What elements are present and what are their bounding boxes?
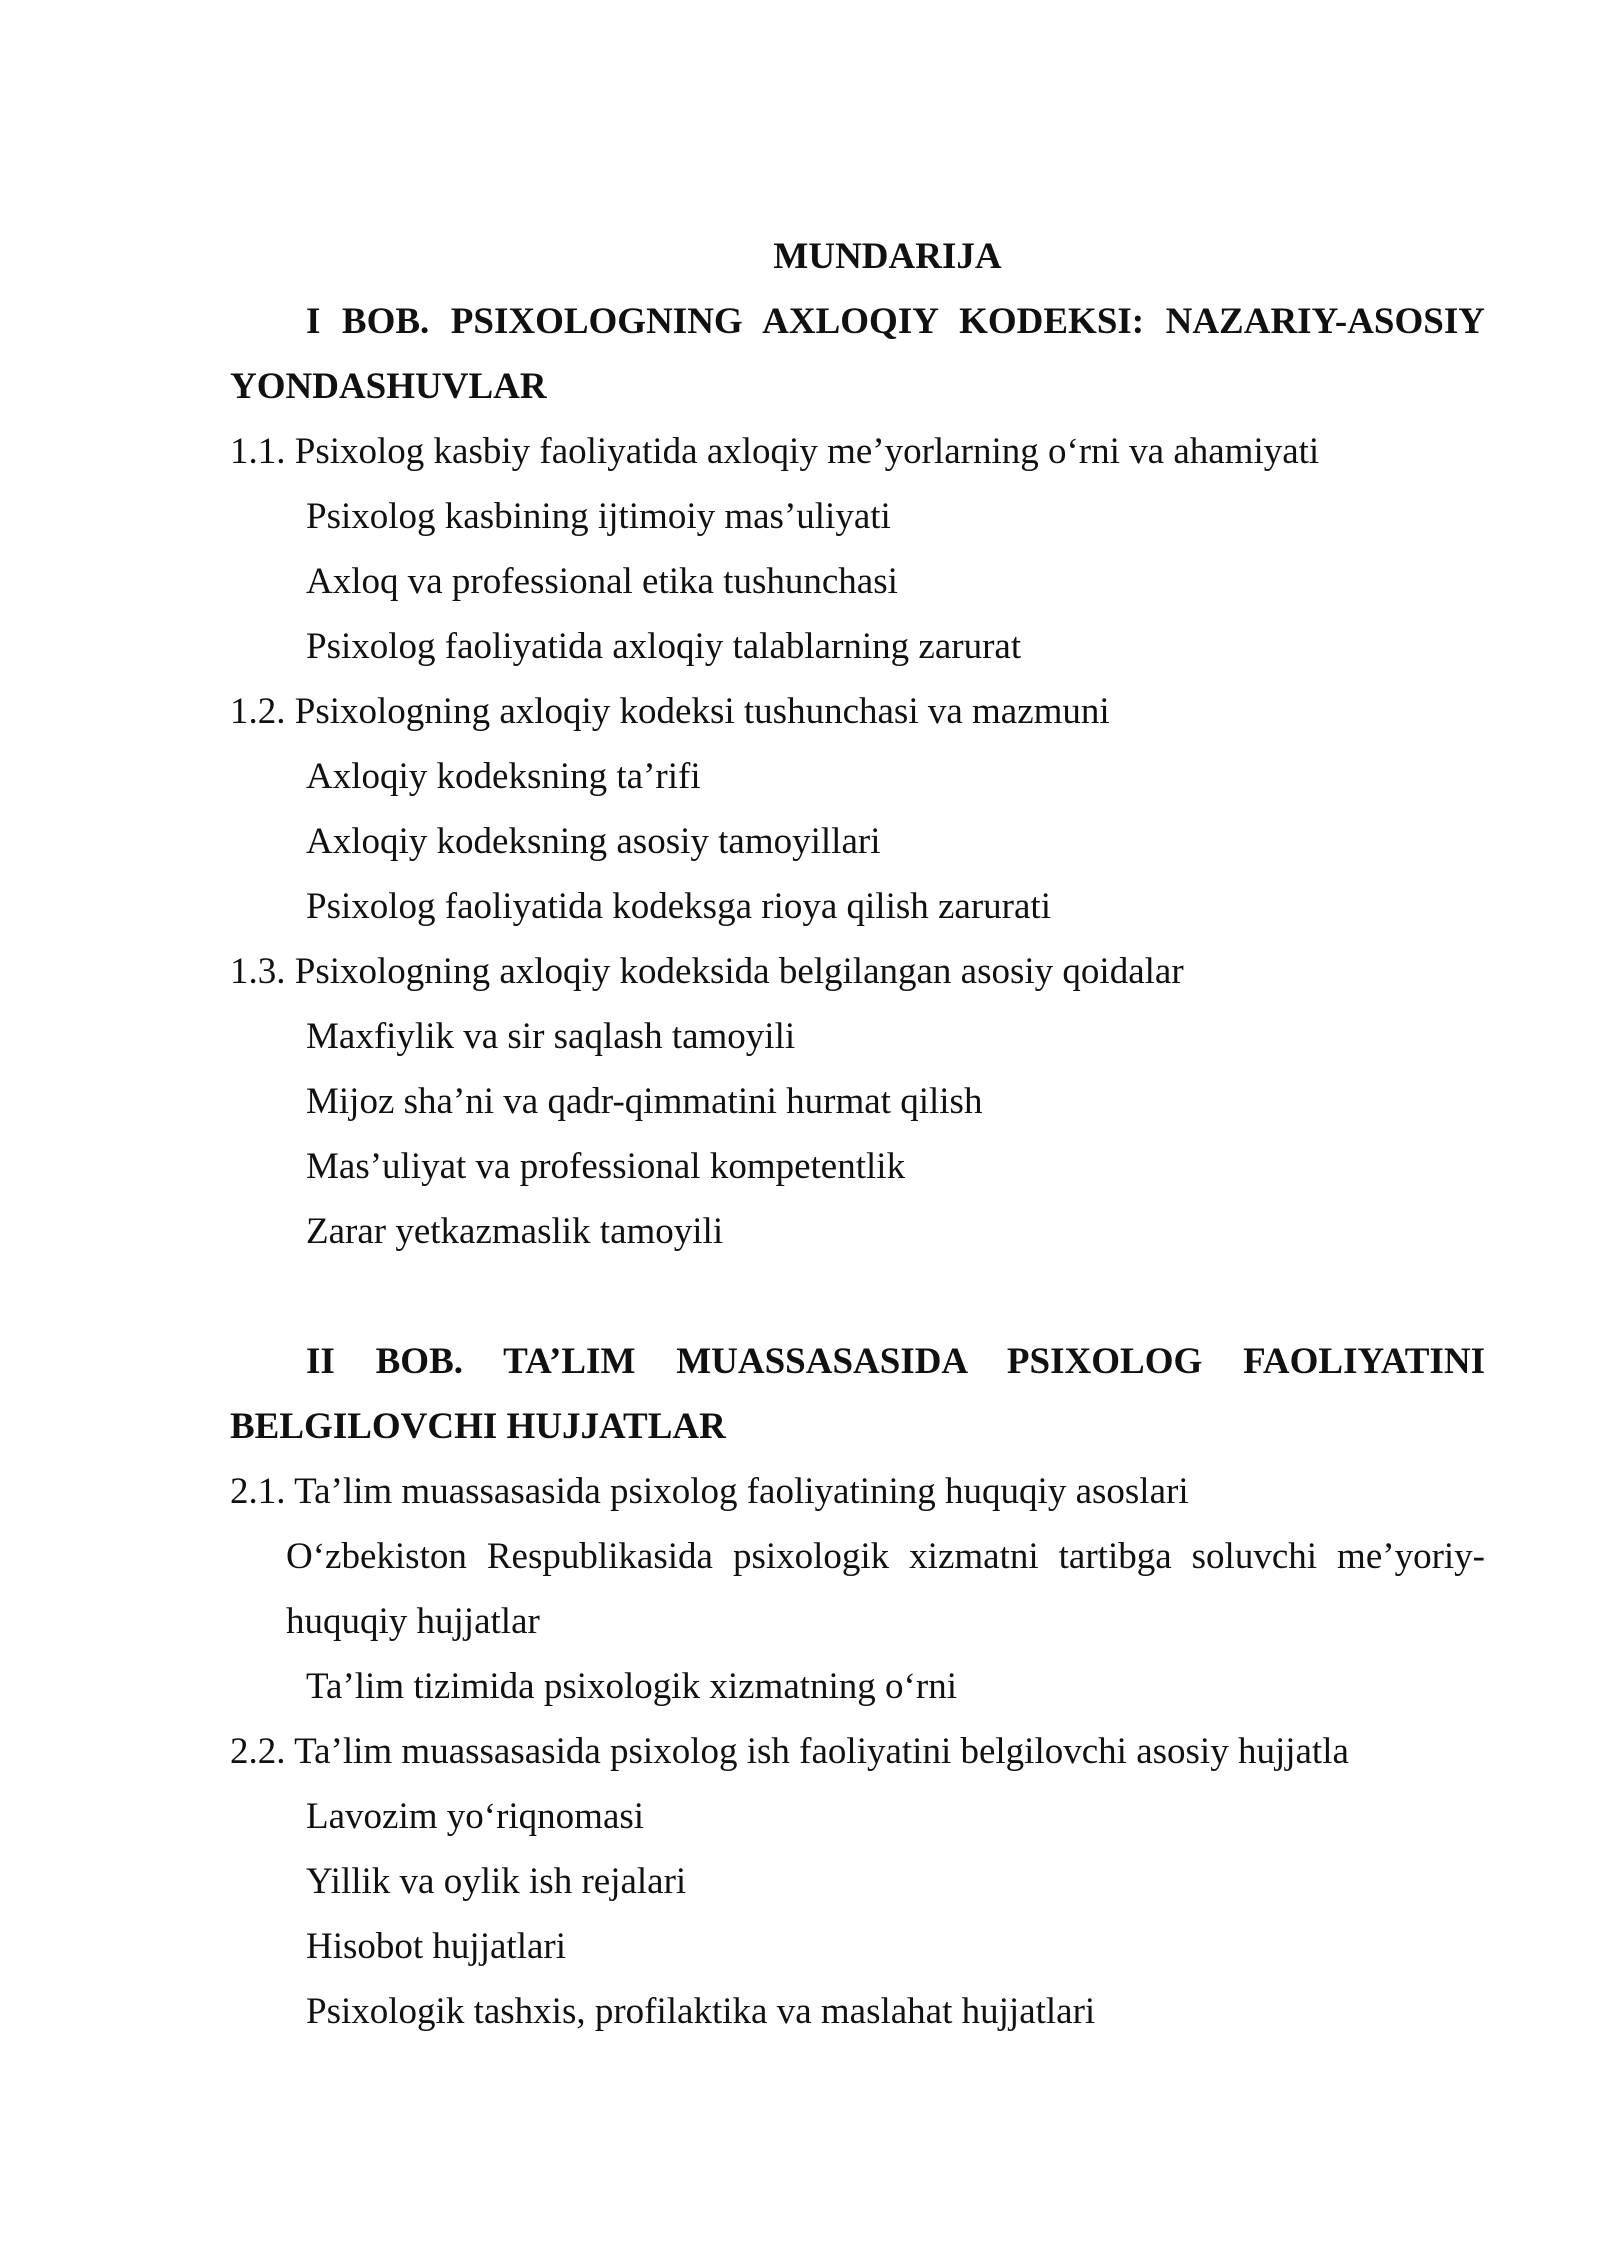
toc-item: Mijoz sha’ni va qadr-qimmatini hurmat qilish [306, 1081, 983, 1122]
toc-item: Yillik va oylik ish rejalari [306, 1861, 687, 1902]
chapter-2-heading-line-2: BELGILOVCHI HUJJATLAR [230, 1406, 726, 1447]
page-title: MUNDARIJA [773, 236, 1002, 277]
chapter-2-heading-line-1: II BOB. TA’LIM MUASSASASIDA PSIXOLOG FAOLIYATINI [306, 1341, 1485, 1382]
toc-item: Ta’lim tizimida psixologik xizmatning o‘rni [306, 1666, 957, 1707]
toc-item: Mas’uliyat va professional kompetentlik [306, 1146, 906, 1187]
toc-item: Psixolog faoliyatida kodeksga rioya qilish zarurati [306, 886, 1051, 927]
toc-item-wrapped [230, 1524, 1485, 1589]
toc-item: Axloqiy kodeksning asosiy tamoyillari [306, 821, 881, 862]
chapter-1-heading-line-1: I BOB. PSIXOLOGNING AXLOQIY KODEKSI: NAZARIY-ASOSIY [306, 301, 1485, 342]
toc-item: Psixolog kasbining ijtimoiy mas’uliyati [306, 496, 891, 537]
section-1-2: 1.2. Psixologning axloqiy kodeksi tushunchasi va mazmuni [230, 691, 1110, 732]
toc-item: Psixolog faoliyatida axloqiy talablarning zarurat [306, 626, 1022, 667]
section-2-1: 2.1. Ta’lim muassasasida psixolog faoliyatining huquqiy asoslari [230, 1471, 1189, 1512]
toc-item-wrapped-line-2: huquqiy hujjatlar [286, 1601, 540, 1642]
section-1-1: 1.1. Psixolog kasbiy faoliyatida axloqiy me’yorlarning o‘rni va ahamiyati [230, 431, 1320, 472]
blank-line [230, 1264, 1485, 1329]
toc-item: Maxfiylik va sir saqlash tamoyili [306, 1016, 796, 1057]
section-2-2: 2.2. Ta’lim muassasasida psixolog ish faoliyatini belgilovchi asosiy hujjatla [230, 1731, 1349, 1772]
toc-item: Axloqiy kodeksning ta’rifi [306, 756, 701, 797]
toc-item: Axloq va professional etika tushunchasi [306, 561, 898, 602]
toc-item-wrapped-line-1: O‘zbekiston Respublikasida psixologik xizmatni tartibga soluvchi me’yoriy- [286, 1536, 1485, 1577]
toc-item: Zarar yetkazmaslik tamoyili [306, 1211, 724, 1252]
toc-item: Hisobot hujjatlari [306, 1926, 566, 1967]
toc-item: Psixologik tashxis, profilaktika va maslahat hujjatlari [306, 1991, 1096, 2032]
section-1-3: 1.3. Psixologning axloqiy kodeksida belgilangan asosiy qoidalar [230, 951, 1184, 992]
table-of-contents [230, 224, 1485, 2044]
toc-item: Lavozim yo‘riqnomasi [306, 1796, 645, 1837]
chapter-1-heading-line-2: YONDASHUVLAR [230, 366, 547, 407]
